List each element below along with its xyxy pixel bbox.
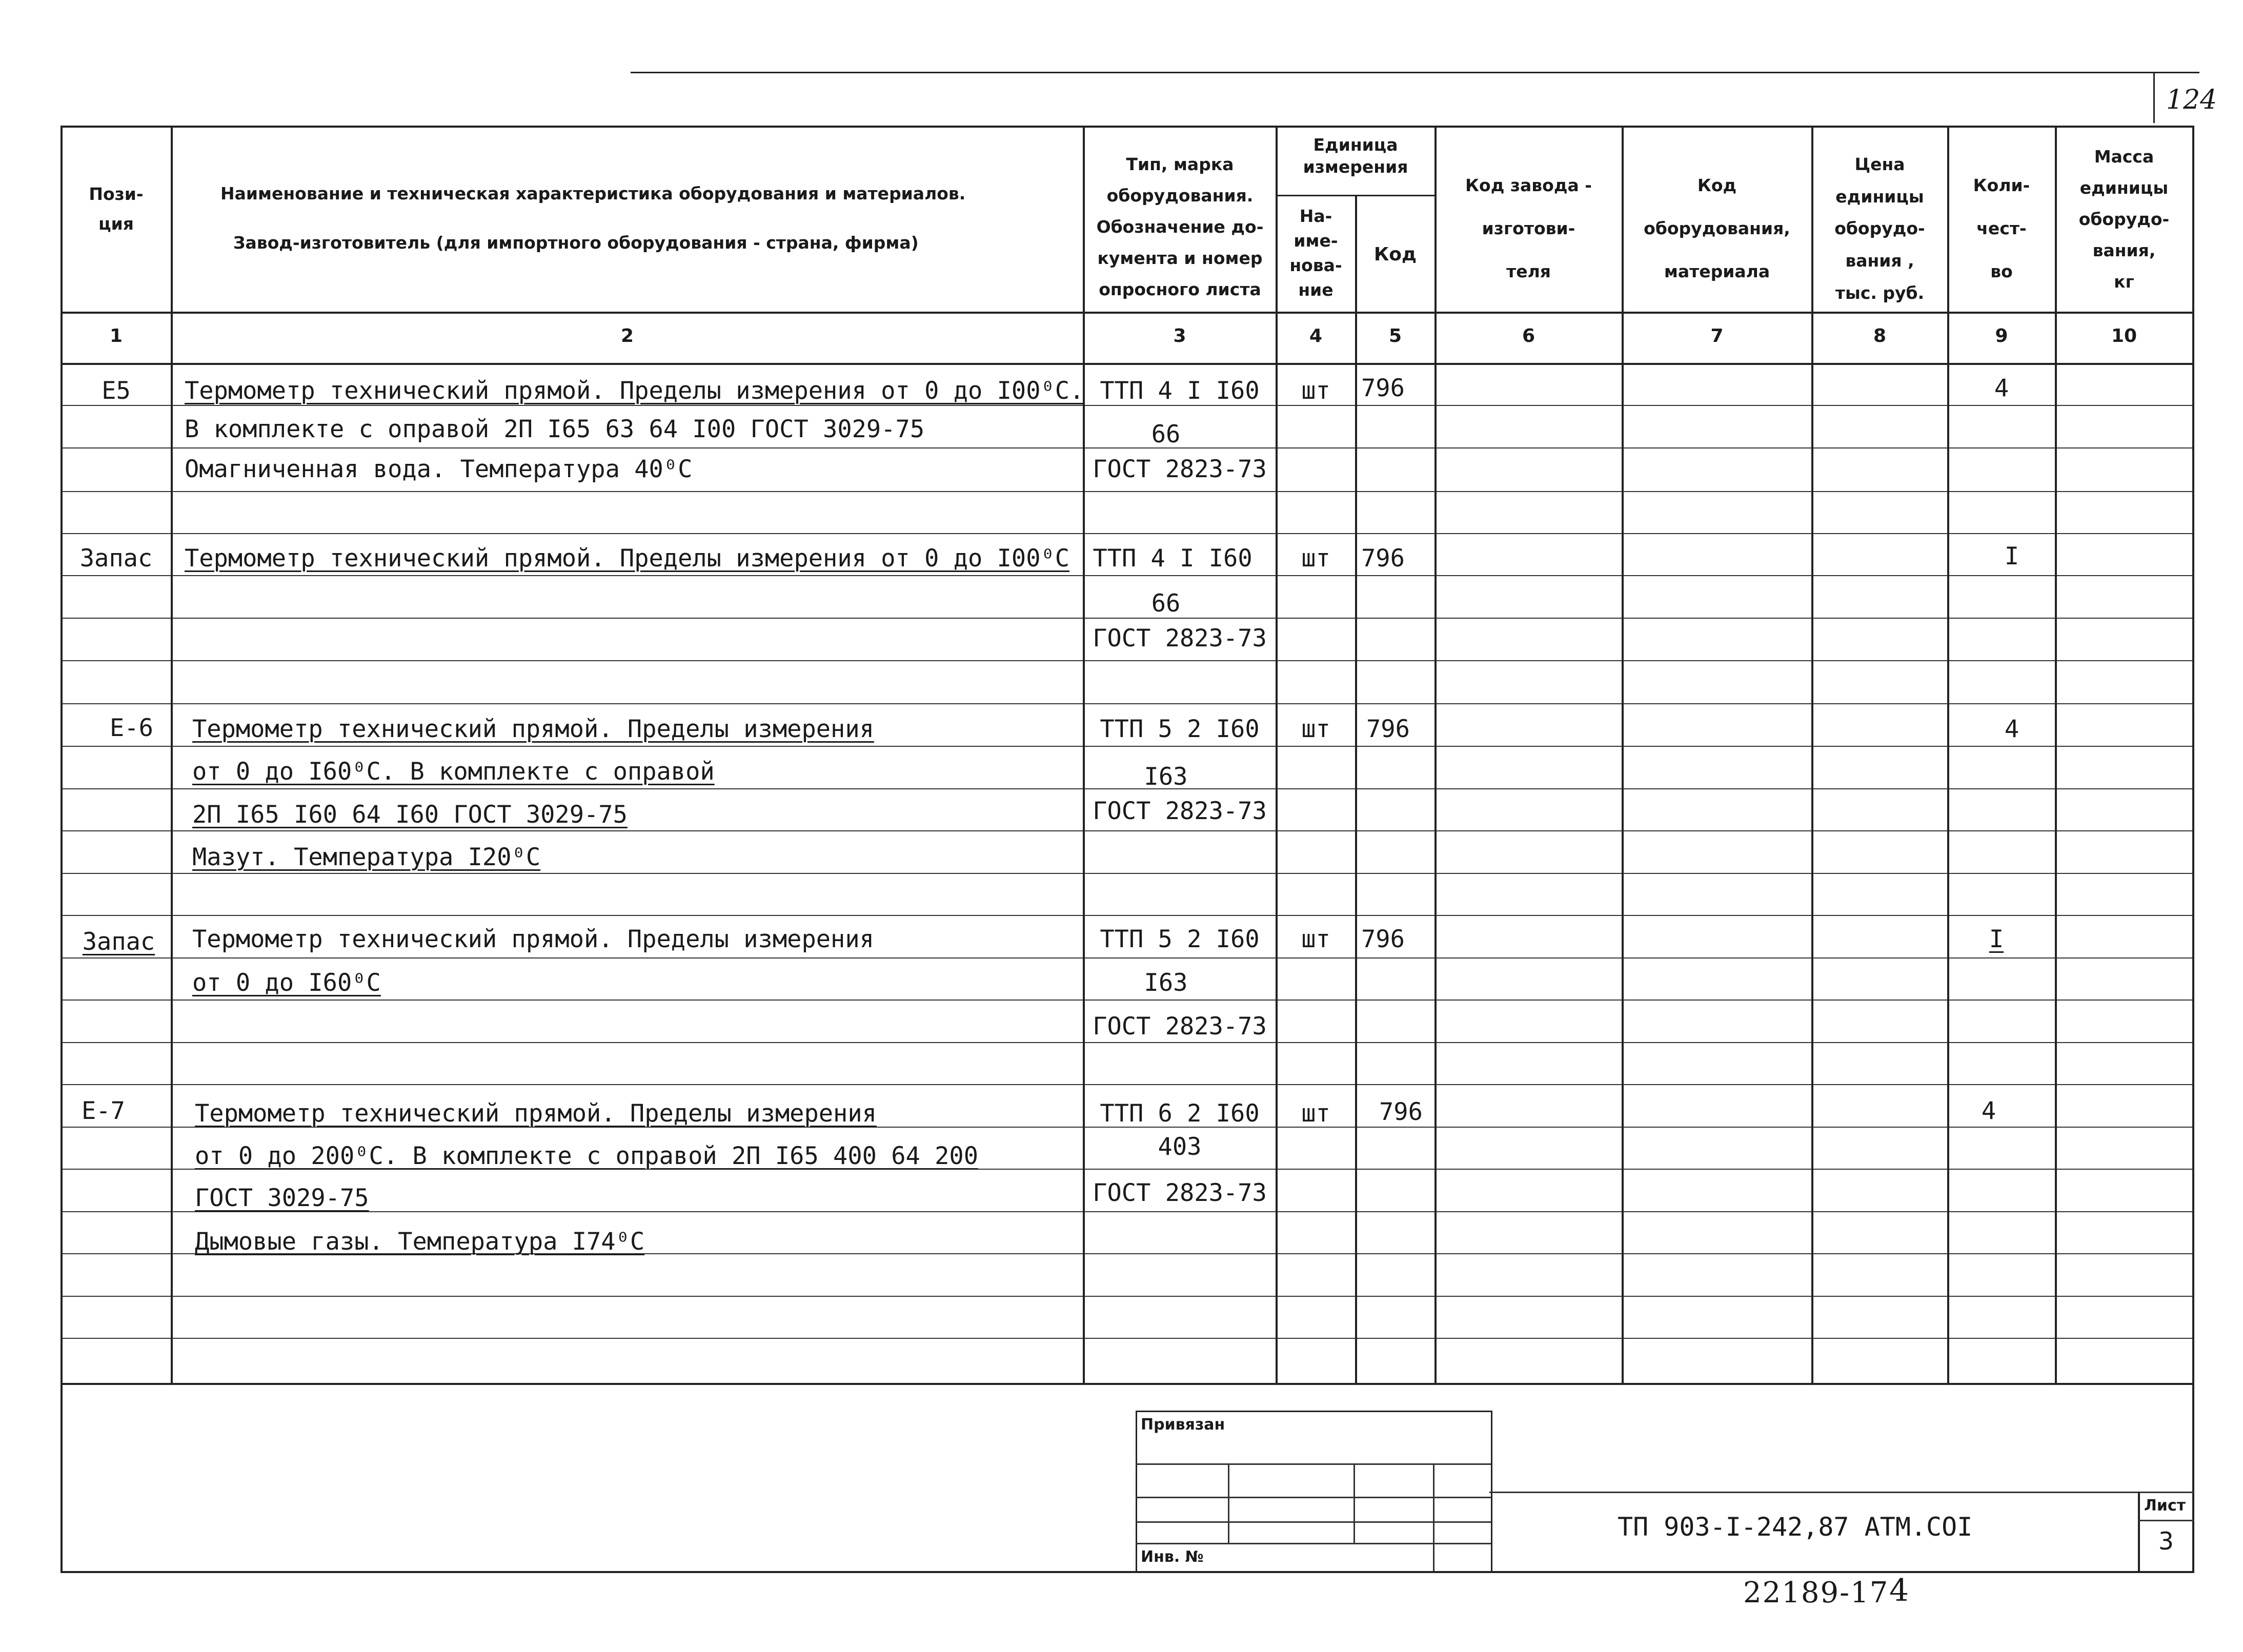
- type-cell: I63: [1144, 969, 1188, 997]
- footer-number: 22189-17: [1743, 1576, 1889, 1609]
- quantity-cell: I: [2004, 542, 2019, 570]
- unit-code-cell: 796: [1361, 374, 1405, 402]
- table-bottom-border: [60, 1383, 2194, 1385]
- position-cell: Е-7: [82, 1097, 125, 1125]
- numbers-bottom-border: [60, 363, 2194, 365]
- description-line: Термометр технический прямой. Пределы измерения: [192, 925, 874, 953]
- header-equipment-code: Код оборудования, материала: [1644, 175, 1790, 282]
- type-cell: ГОСТ 2823-73: [1093, 455, 1267, 483]
- type-cell: ГОСТ 2823-73: [1093, 797, 1267, 825]
- title-block-divider: [1489, 1492, 2194, 1493]
- unit-cell: шт: [1301, 715, 1330, 743]
- quantity-cell: I: [1989, 925, 2004, 953]
- type-cell: ТТП 6 2 I60: [1100, 1099, 1260, 1128]
- unit-cell: шт: [1301, 1099, 1330, 1128]
- type-cell: I63: [1144, 763, 1188, 791]
- description-line: Омагниченная вода. Температура 40⁰С: [185, 455, 693, 483]
- type-cell: ТТП 5 2 I60: [1100, 715, 1260, 743]
- description-line: 2П I65 I60 64 I60 ГОСТ 3029-75: [192, 801, 628, 829]
- description-line: Термометр технический прямой. Пределы измерения от 0 до I00⁰C.: [185, 377, 1084, 405]
- type-cell: ГОСТ 2823-73: [1093, 1179, 1267, 1207]
- privyazan-label: Привязан: [1141, 1416, 1225, 1434]
- type-cell: 403: [1158, 1133, 1202, 1161]
- type-cell: 66: [1151, 589, 1181, 618]
- header-unit-group: Единица измерения: [1303, 135, 1408, 177]
- header-bottom-border: [60, 312, 2194, 314]
- type-cell: ТТП 4 I I60: [1100, 377, 1260, 405]
- position-cell: Запас: [82, 928, 155, 956]
- header-maker-code: Код завода - изготови- теля: [1465, 175, 1592, 282]
- inventory-label: Инв. №: [1141, 1548, 1204, 1566]
- position-cell: Запас: [79, 544, 153, 573]
- document-code: ТП 903-I-242,87 АТМ.COI: [1618, 1512, 1973, 1542]
- unit-cell: шт: [1301, 544, 1330, 573]
- header-name: Наименование и техническая характеристика оборудования и материалов. Завод-изготовитель (для импортного оборудования - страна, фирма): [220, 183, 966, 253]
- description-line: Термометр технический прямой. Пределы измерения: [192, 715, 874, 743]
- header-unit-name: На- име- нова- ние: [1289, 206, 1342, 300]
- description-line: ГОСТ 3029-75: [195, 1184, 369, 1212]
- description-line: В комплекте с оправой 2П I65 63 64 I00 ГОСТ 3029-75: [185, 415, 925, 443]
- unit-code-cell: 796: [1379, 1098, 1423, 1126]
- header-mass: Масса единицы оборудо- вания, кг: [2078, 147, 2170, 292]
- corner-divider: [2153, 72, 2155, 123]
- description-line: от 0 до I60⁰С: [192, 969, 381, 997]
- top-rule: [631, 72, 2199, 73]
- page-corner-mark: 124: [2166, 85, 2217, 115]
- description-line: Мазут. Температура I20⁰С: [192, 843, 541, 871]
- position-cell: Е-6: [110, 714, 153, 742]
- table-top-border: [60, 126, 2194, 128]
- footer-page-number: 4: [1889, 1573, 1909, 1608]
- position-cell: Е5: [102, 377, 131, 405]
- quantity-cell: 4: [2004, 715, 2019, 743]
- unit-cell: шт: [1301, 925, 1330, 953]
- unit-code-cell: 796: [1366, 715, 1410, 743]
- document-page: 124 Пози- ция Наименование и техническая характеристика оборудования и материалов. Завод-изготовитель (для импортного оборудования - страна, фирма) Тип, марка оборудования. Обозначение до- кумента и номер опросного листа Единица измерения На- име- нова- ние Код Код завода - изготови- теля Код оборудования, материала Цена единицы оборудо- вания , тыс. руб. Коли- чест- во Масса единицы оборудо- вания, кг 1 2 3 4 5 6 7 8 9 10 Е5 Термометр технический прямой. Пределы измерения от 0 до I00⁰C. В комплекте с оправой 2П I65 63 64 I00 ГОСТ 3029-75 Омагниченная вода. Температура 40⁰С ТТП 4 I I60 66 ГОСТ 2823-73 шт 796 4 Запас Термометр технический прямой. Пределы измерения от 0 до I00⁰C ТТП 4 I I60 66 ГОСТ 2823-73 шт 796 I Е-6 Термометр технический прямой. Пределы измерения от 0 до I60⁰С. В комплекте с оправой 2П I65 I60 64 I60 ГОСТ 3029-75 Мазут. Температура I20⁰С ТТП 5 2 I60 I63 ГОСТ 2823-73 шт 796 4 Запас Термометр технический прямой. Пределы измерения от 0 до I60⁰С ТТП 5 2 I60 I63 ГОСТ 2823-73 шт 796 I Е-7 Термометр технический прямой. Пределы измерения от 0 до 200⁰С. В комплекте с оправой 2П I65 400 64 200 ГОСТ 3029-75 Дымовые газы. Температура I74⁰С ТТП 6 2 I60 403 ГОСТ 2823-73 шт 796 4 Привязан Инв. № ТП 903-I-242,87 АТМ.COI Лист 3 22189-17 4: [0, 0, 2243, 1652]
- type-cell: ТТП 4 I I60: [1093, 544, 1252, 573]
- quantity-cell: 4: [1994, 374, 2009, 402]
- description-line: Термометр технический прямой. Пределы измерения: [195, 1099, 877, 1128]
- description-line: Термометр технический прямой. Пределы измерения от 0 до I00⁰C: [185, 544, 1070, 573]
- description-line: от 0 до 200⁰С. В комплекте с оправой 2П I65 400 64 200: [195, 1142, 979, 1170]
- unit-code-cell: 796: [1361, 544, 1405, 573]
- unit-code-cell: 796: [1361, 925, 1405, 953]
- header-unit-code: Код: [1373, 244, 1417, 265]
- description-line: от 0 до I60⁰С. В комплекте с оправой: [192, 758, 715, 786]
- type-cell: ТТП 5 2 I60: [1100, 925, 1260, 953]
- header-quantity: Коли- чест- во: [1973, 175, 2030, 282]
- description-line: Дымовые газы. Температура I74⁰С: [195, 1228, 645, 1256]
- header-price: Цена единицы оборудо- вания , тыс. руб.: [1834, 154, 1925, 303]
- quantity-cell: 4: [1981, 1097, 1996, 1125]
- type-cell: 66: [1151, 420, 1181, 448]
- header-type: Тип, марка оборудования. Обозначение до- кумента и номер опросного листа: [1096, 154, 1264, 300]
- header-position: Пози- ция: [89, 184, 144, 234]
- type-cell: ГОСТ 2823-73: [1093, 624, 1267, 652]
- type-cell: ГОСТ 2823-73: [1093, 1012, 1267, 1041]
- stamp-bottom-border: [60, 1571, 2194, 1573]
- unit-cell: шт: [1301, 377, 1330, 405]
